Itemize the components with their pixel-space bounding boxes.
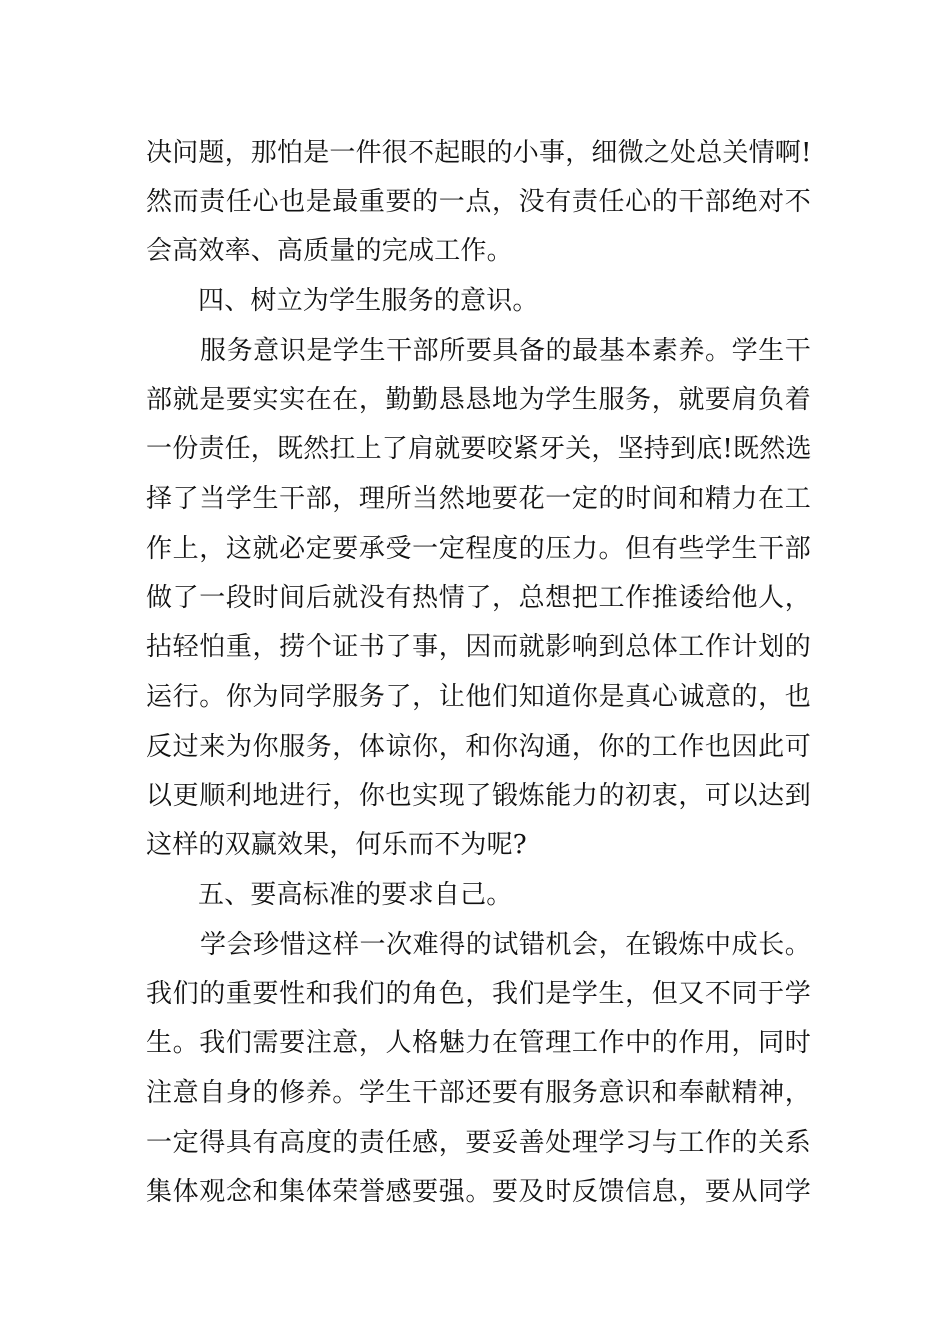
text-line-15: 这样的双赢效果，何乐而不为呢? [146, 830, 527, 860]
text-line-18: 我们的重要性和我们的角色，我们是学生，但又不同于学 [146, 979, 811, 1009]
text-line-19: 生。我们需要注意，人格魅力在管理工作中的作用，同时 [146, 1028, 811, 1058]
text-line-11: 拈轻怕重，捞个证书了事，因而就影响到总体工作计划的 [146, 632, 811, 662]
text-line-10: 做了一段时间后就没有热情了，总想把工作推诿给他人， [146, 583, 811, 613]
text-line-1: 决问题，那怕是一件很不起眼的小事，细微之处总关情啊! [146, 138, 812, 168]
text-line-7: 一份责任，既然扛上了肩就要咬紧牙关，坚持到底!既然选 [146, 434, 812, 464]
text-line-6: 部就是要实实在在，勤勤恳恳地为学生服务，就要肩负着 [146, 385, 811, 415]
text-line-12: 运行。你为同学服务了，让他们知道你是真心诚意的，也 [146, 682, 811, 712]
text-line-3: 会高效率、高质量的完成工作。 [146, 236, 513, 266]
section-heading-5: 五、要高标准的要求自己。 [198, 880, 513, 910]
text-line-21: 一定得具有高度的责任感，要妥善处理学习与工作的关系 [146, 1128, 811, 1158]
text-line-5: 服务意识是学生干部所要具备的最基本素养。学生干 [200, 336, 811, 366]
text-line-22: 集体观念和集体荣誉感要强。要及时反馈信息，要从同学 [146, 1177, 811, 1207]
text-line-2: 然而责任心也是最重要的一点，没有责任心的干部绝对不 [146, 187, 811, 217]
text-line-9: 作上，这就必定要承受一定程度的压力。但有些学生干部 [146, 534, 811, 564]
section-heading-4: 四、树立为学生服务的意识。 [198, 286, 539, 316]
text-line-17: 学会珍惜这样一次难得的试错机会，在锻炼中成长。 [200, 930, 811, 960]
text-line-13: 反过来为你服务，体谅你，和你沟通，你的工作也因此可 [146, 732, 811, 762]
text-line-8: 择了当学生干部，理所当然地要花一定的时间和精力在工 [146, 484, 811, 514]
text-line-20: 注意自身的修养。学生干部还要有服务意识和奉献精神， [146, 1078, 811, 1108]
text-line-14: 以更顺利地进行，你也实现了锻炼能力的初衷，可以达到 [146, 781, 811, 811]
